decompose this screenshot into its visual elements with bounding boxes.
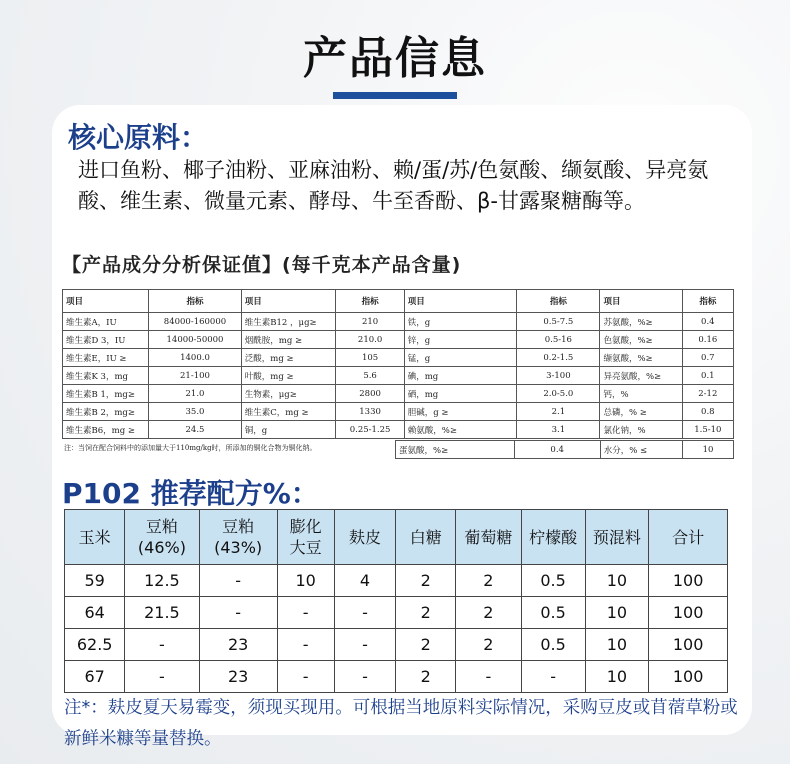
p102-cell: - <box>456 661 522 693</box>
guarantee-cell: 0.2-1.5 <box>517 349 600 367</box>
guarantee-cell: 2800 <box>336 385 404 403</box>
core-ingredients-text: 进口鱼粉、椰子油粉、亚麻油粉、赖/蛋/苏/色氨酸、缬氨酸、异亮氨酸、维生素、微量元素、酵母、牛至香酚、β-甘露聚糖酶等。 <box>78 158 709 213</box>
p102-cell: 23 <box>199 661 277 693</box>
p102-cell: 2 <box>456 597 522 629</box>
p102-cell: 64 <box>65 597 125 629</box>
p102-cell: 12.5 <box>125 565 199 597</box>
p102-row <box>65 597 728 629</box>
guarantee-cell: 碘，mg <box>404 367 516 385</box>
guarantee-cell: 色氨酸，%≥ <box>600 331 682 349</box>
guarantee-header-cell: 项目 <box>404 290 516 313</box>
p102-header-cell <box>456 510 522 565</box>
guarantee-cell: 0.8 <box>682 403 733 421</box>
p102-cell: 4 <box>334 565 396 597</box>
guarantee-header-cell: 指标 <box>149 290 242 313</box>
p102-cell: 0.5 <box>521 565 585 597</box>
p102-header-line: 豆粕 <box>145 517 178 536</box>
guarantee-row <box>63 331 734 349</box>
guarantee-row <box>63 421 734 439</box>
p102-header-line: 玉米 <box>78 527 111 547</box>
p102-header-row <box>65 510 728 565</box>
p102-cell: 2 <box>456 565 522 597</box>
p102-cell: - <box>199 597 277 629</box>
p102-cell: - <box>334 661 396 693</box>
p102-cell: - <box>277 597 334 629</box>
core-ingredients-heading: 核心原料： <box>68 121 209 154</box>
guarantee-cell: 赖氨酸，%≥ <box>404 421 516 439</box>
guarantee-cell: 泛酸，mg ≥ <box>241 349 336 367</box>
p102-cell: 10 <box>585 629 649 661</box>
p102-cell: - <box>277 661 334 693</box>
p102-cell: - <box>199 565 277 597</box>
guarantee-cell: 105 <box>336 349 404 367</box>
p102-cell: 10 <box>585 661 649 693</box>
p102-formula-table <box>64 509 728 693</box>
guarantee-cell: 0.1 <box>682 367 733 385</box>
guarantee-cell: 0.5-16 <box>517 331 600 349</box>
guarantee-cell: 氯化钠，% <box>600 421 682 439</box>
footnote: 注*：麸皮夏天易霉变，须现买现用。可根据当地原料实际情况，采购豆皮或苜蓿草粉或新鲜米糠等量替换。 <box>64 698 738 749</box>
guarantee-cell: 2.0-5.0 <box>517 385 600 403</box>
p102-cell: 10 <box>585 565 649 597</box>
guarantee-cell: 维生素B 2，mg≥ <box>63 403 149 421</box>
p102-header-cell <box>125 510 199 565</box>
p102-cell: 2 <box>456 629 522 661</box>
p102-cell: 2 <box>396 661 456 693</box>
guarantee-row <box>63 349 734 367</box>
p102-header-line: 柠檬酸 <box>529 527 578 547</box>
guarantee-cell: 水分，% ≤ <box>600 441 682 459</box>
p102-header-cell <box>65 510 125 565</box>
p102-cell: - <box>125 661 199 693</box>
guarantee-cell: 胆碱，g ≥ <box>404 403 516 421</box>
p102-header-cell <box>585 510 649 565</box>
guarantee-header-cell: 指标 <box>682 290 733 313</box>
guarantee-cell: 84000-160000 <box>149 313 242 331</box>
p102-cell: 10 <box>585 597 649 629</box>
guarantee-cell: 0.7 <box>682 349 733 367</box>
guarantee-cell: 0.5-7.5 <box>517 313 600 331</box>
guarantee-cell: 10 <box>682 441 733 459</box>
p102-header-line: 麸皮 <box>348 527 381 547</box>
p102-header-cell <box>521 510 585 565</box>
guarantee-cell: 0.4 <box>514 441 600 459</box>
p102-cell: 67 <box>65 661 125 693</box>
p102-cell: 100 <box>649 597 728 629</box>
guarantee-cell: 1400.0 <box>149 349 242 367</box>
guarantee-cell: 210.0 <box>336 331 404 349</box>
p102-cell: 21.5 <box>125 597 199 629</box>
guarantee-cell: 24.5 <box>149 421 242 439</box>
p102-header-cell <box>334 510 396 565</box>
guarantee-header-row <box>63 290 734 313</box>
p102-cell: 2 <box>396 565 456 597</box>
guarantee-cell: 维生素E，IU ≥ <box>63 349 149 367</box>
guarantee-cell: 2.1 <box>517 403 600 421</box>
guarantee-cell: 0.16 <box>682 331 733 349</box>
p102-header-line: 膨化 <box>289 517 322 536</box>
guarantee-cell: 维生素B6，mg ≥ <box>63 421 149 439</box>
p102-header-line: 大豆 <box>289 538 322 557</box>
p102-cell: - <box>334 597 396 629</box>
guarantee-cell: 缬氨酸，%≥ <box>600 349 682 367</box>
guarantee-cell: 维生素K 3，mg <box>63 367 149 385</box>
guarantee-cell: 维生素C，mg ≥ <box>241 403 336 421</box>
p102-cell: 2 <box>396 629 456 661</box>
guarantee-row <box>63 385 734 403</box>
guarantee-cell: 0.25-1.25 <box>336 421 404 439</box>
guarantee-header-cell: 指标 <box>336 290 404 313</box>
p102-cell: 0.5 <box>521 597 585 629</box>
p102-cell: - <box>125 629 199 661</box>
p102-header-line: 葡萄糖 <box>464 527 513 547</box>
p102-header-cell <box>199 510 277 565</box>
guarantee-cell: 2-12 <box>682 385 733 403</box>
p102-cell: 23 <box>199 629 277 661</box>
guarantee-extra-row <box>395 440 734 459</box>
p102-row <box>65 565 728 597</box>
guarantee-cell: 异亮氨酸，%≥ <box>600 367 682 385</box>
guarantee-cell: 生物素，μg≥ <box>241 385 336 403</box>
guarantee-cell: 叶酸，mg ≥ <box>241 367 336 385</box>
guarantee-cell: 维生素D 3，IU <box>63 331 149 349</box>
guarantee-cell: 21.0 <box>149 385 242 403</box>
p102-header-cell <box>277 510 334 565</box>
guarantee-header-cell: 指标 <box>517 290 600 313</box>
guarantee-cell: 0.4 <box>682 313 733 331</box>
guarantee-cell: 1330 <box>336 403 404 421</box>
p102-cell: 100 <box>649 661 728 693</box>
guarantee-cell: 35.0 <box>149 403 242 421</box>
guarantee-cell: 锰，g <box>404 349 516 367</box>
guarantee-header-cell: 项目 <box>63 290 149 313</box>
guarantee-cell: 蛋氨酸，%≥ <box>396 441 515 459</box>
guarantee-cell: 5.6 <box>336 367 404 385</box>
guarantee-row <box>63 367 734 385</box>
p102-header-line: (43%) <box>214 538 263 557</box>
guarantee-cell: 3-100 <box>517 367 600 385</box>
p102-header-line: (46%) <box>137 538 186 557</box>
p102-cell: 100 <box>649 565 728 597</box>
title-underline <box>333 92 457 99</box>
guarantee-cell: 维生素B12 ，μg≥ <box>241 313 336 331</box>
guarantee-cell: 210 <box>336 313 404 331</box>
guarantee-cell: 锌，g <box>404 331 516 349</box>
guarantee-cell: 苏氨酸，%≥ <box>600 313 682 331</box>
p102-cell: - <box>334 629 396 661</box>
p102-header-line: 预混料 <box>592 527 641 547</box>
p102-cell: - <box>277 629 334 661</box>
p102-cell: 2 <box>396 597 456 629</box>
page-title: 产品信息 <box>303 33 487 84</box>
guarantee-cell: 铁，g <box>404 313 516 331</box>
p102-cell: 59 <box>65 565 125 597</box>
guarantee-cell: 钙，% <box>600 385 682 403</box>
p102-header-line: 合计 <box>672 527 705 547</box>
guarantee-table <box>62 289 734 439</box>
guarantee-note: 注：当饲在配合饲料中的添加量大于110mg/kg时，所添加的铜化合物为铜化纳。 <box>64 444 317 452</box>
guarantee-cell: 铜，g <box>241 421 336 439</box>
guarantee-cell: 1.5-10 <box>682 421 733 439</box>
guarantee-row <box>396 441 734 459</box>
guarantee-cell: 21-100 <box>149 367 242 385</box>
guarantee-cell: 维生素A，IU <box>63 313 149 331</box>
guarantee-header-cell: 项目 <box>241 290 336 313</box>
guarantee-title: 【产品成分分析保证值】(每千克本产品含量) <box>62 254 462 276</box>
p102-row <box>65 661 728 693</box>
p102-cell: 0.5 <box>521 629 585 661</box>
guarantee-cell: 3.1 <box>517 421 600 439</box>
p102-header-line: 豆粕 <box>222 517 255 536</box>
guarantee-cell: 烟酰胺，mg ≥ <box>241 331 336 349</box>
guarantee-header-cell: 项目 <box>600 290 682 313</box>
p102-cell: 10 <box>277 565 334 597</box>
p102-header-cell <box>649 510 728 565</box>
guarantee-row <box>63 313 734 331</box>
p102-cell: 100 <box>649 629 728 661</box>
guarantee-cell: 总磷，% ≥ <box>600 403 682 421</box>
guarantee-row <box>63 403 734 421</box>
p102-header-cell <box>396 510 456 565</box>
p102-cell: 62.5 <box>65 629 125 661</box>
guarantee-cell: 维生素B 1，mg≥ <box>63 385 149 403</box>
p102-cell: - <box>521 661 585 693</box>
p102-row <box>65 629 728 661</box>
guarantee-cell: 14000-50000 <box>149 331 242 349</box>
guarantee-table-image <box>62 289 734 461</box>
p102-header-line: 白糖 <box>409 527 442 547</box>
p102-heading: P102 推荐配方%： <box>62 477 319 510</box>
guarantee-cell: 硒，mg <box>404 385 516 403</box>
